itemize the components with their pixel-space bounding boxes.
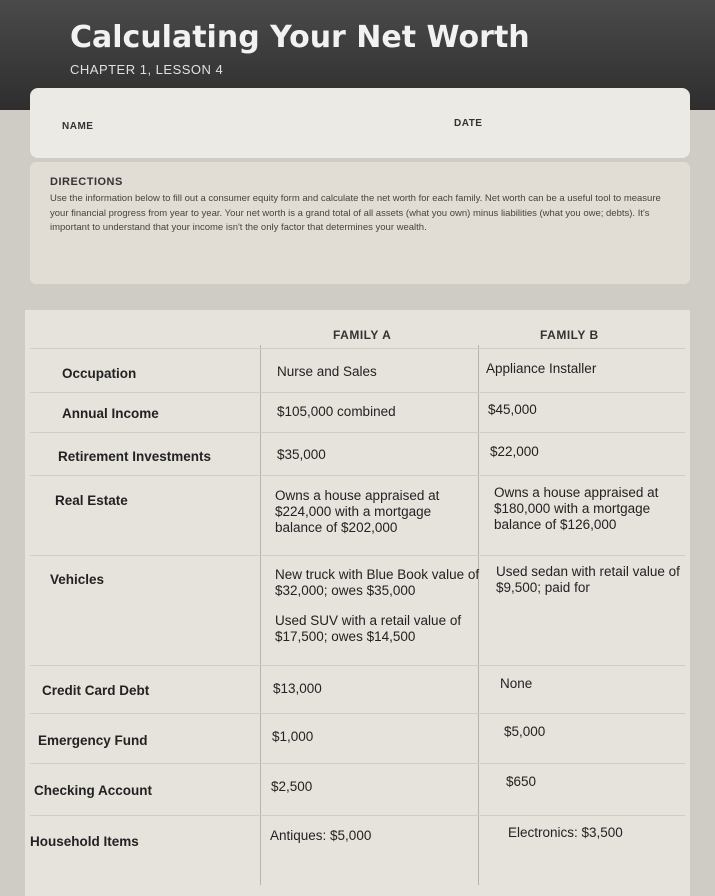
column-divider	[260, 345, 261, 885]
directions-box	[30, 162, 690, 284]
row-divider	[30, 392, 685, 393]
row-label-credit-card-debt: Credit Card Debt	[42, 683, 150, 698]
date-label: DATE	[454, 118, 483, 129]
family-b-household-items: Electronics: $3,500	[508, 825, 623, 840]
column-family-a: FAMILY A	[333, 328, 392, 342]
row-label-checking-account: Checking Account	[34, 783, 153, 798]
column-family-b: FAMILY B	[540, 328, 599, 342]
row-label-occupation: Occupation	[62, 366, 137, 381]
family-a-checking-account: $2,500	[271, 779, 313, 794]
row-divider	[30, 348, 685, 349]
family-a-annual-income: $105,000 combined	[277, 404, 396, 419]
column-divider	[478, 345, 479, 885]
family-a-emergency-fund: $1,000	[272, 729, 314, 744]
family-b-emergency-fund: $5,000	[504, 724, 546, 739]
row-divider	[30, 555, 685, 556]
family-b-retirement: $22,000	[490, 444, 539, 459]
family-a-occupation: Nurse and Sales	[277, 364, 377, 379]
directions-text: Use the information below to fill out a consumer equity form and calculate the net worth for each family. Net worth can be a useful tool to measure your financial progress from year to year. Your net worth is a grand total of all assets (what you own) minus liabilities (what you owe; debts). It's important to understand that your income isn't the only factor that determines your wealth.	[50, 193, 661, 233]
family-a-retirement: $35,000	[277, 447, 326, 462]
family-b-occupation: Appliance Installer	[486, 361, 597, 376]
name-label: NAME	[62, 121, 94, 132]
row-divider	[30, 713, 685, 714]
family-table	[25, 310, 690, 896]
row-label-annual-income: Annual Income	[62, 406, 159, 421]
family-a-real-estate: Owns a house appraised at $224,000 with a mortgage balance of $202,000	[275, 488, 440, 535]
name-date-box	[30, 88, 690, 158]
row-divider	[30, 665, 685, 666]
row-label-vehicles: Vehicles	[50, 572, 105, 587]
family-a-vehicle-truck: New truck with Blue Book value of $32,000; owes $35,000	[275, 567, 480, 598]
row-divider	[30, 475, 685, 476]
family-a-vehicle-suv: Used SUV with a retail value of $17,500; owes $14,500	[275, 613, 462, 644]
family-b-credit-card-debt: None	[500, 676, 533, 691]
row-label-real-estate: Real Estate	[55, 493, 128, 508]
family-a-credit-card-debt: $13,000	[273, 681, 322, 696]
row-label-emergency-fund: Emergency Fund	[38, 733, 148, 748]
family-b-vehicle: Used sedan with retail value of $9,500; paid for	[496, 564, 680, 595]
row-divider	[30, 763, 685, 764]
page-title: Calculating Your Net Worth	[70, 20, 530, 55]
directions-heading: DIRECTIONS	[50, 176, 123, 188]
row-label-retirement: Retirement Investments	[58, 449, 212, 464]
family-a-household-items: Antiques: $5,000	[270, 828, 372, 843]
lesson-subtitle: CHAPTER 1, LESSON 4	[70, 62, 224, 77]
row-divider	[30, 815, 685, 816]
row-label-household-items: Household Items	[30, 834, 139, 849]
family-b-checking-account: $650	[506, 774, 537, 789]
family-b-real-estate: Owns a house appraised at $180,000 with a mortgage balance of $126,000	[494, 485, 659, 532]
family-b-annual-income: $45,000	[488, 402, 537, 417]
row-divider	[30, 432, 685, 433]
